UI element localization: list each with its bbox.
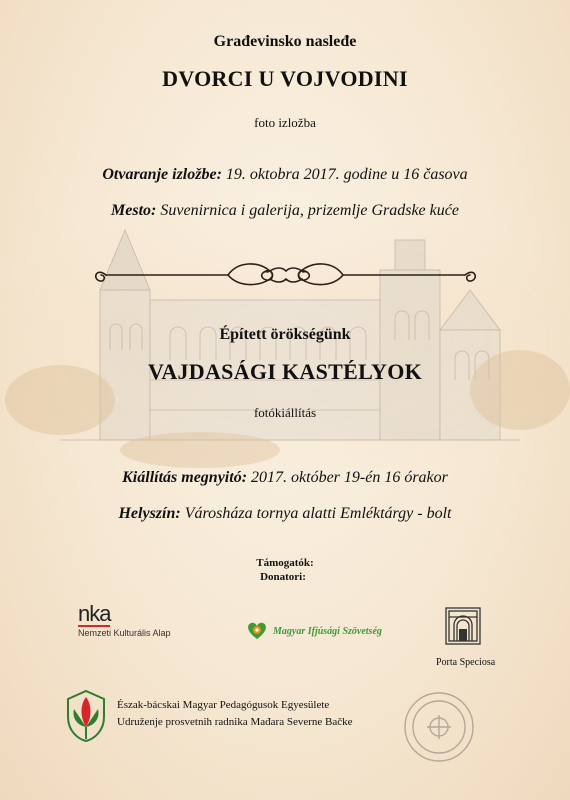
porta-speciosa-text: Porta Speciosa: [436, 657, 496, 668]
nka-mark: nka: [78, 601, 111, 626]
serbian-place-label: Mesto:: [111, 202, 157, 219]
serbian-place-value: Suvenirnica i galerija, prizemlje Gradske kuće: [156, 202, 459, 219]
serbian-opening-label: Otvaranje izložbe:: [102, 166, 222, 183]
serbian-subtitle: foto izložba: [254, 115, 316, 130]
sponsors-label-hu: Támogatók:: [256, 557, 314, 569]
serbian-place-line: [0, 202, 570, 220]
hungarian-place-line: [0, 505, 570, 523]
hungarian-place-label: Helyszín:: [118, 505, 181, 522]
hungarian-opening-label: Kiállítás megnyitó:: [122, 469, 248, 486]
porta-speciosa-icon: [443, 605, 483, 647]
organisation-name-sr: Udruženje prosvetnih radnika Mađara Severne Bačke: [117, 716, 353, 728]
hungarian-opening-line: [0, 469, 570, 487]
round-seal-icon: [402, 690, 476, 764]
nka-text: Nemzeti Kulturális Alap: [78, 628, 171, 638]
serbian-opening-value: 19. oktobra 2017. godine u 16 časova: [221, 166, 468, 183]
serbian-title: DVORCI U VOJVODINI: [162, 66, 408, 91]
miszsz-text: Magyar Ifjúsági Szövetség: [273, 625, 382, 637]
nka-logo: [78, 603, 208, 637]
organisation-name-hu: Észak-bácskai Magyar Pedagógusok Egyesülete: [117, 699, 330, 711]
hungarian-title: VAJDASÁGI KASTÉLYOK: [147, 359, 423, 384]
heart-flower-icon: [245, 621, 269, 641]
serbian-heading: Građevinsko nasleđe: [213, 33, 357, 50]
tulip-emblem-icon: [64, 687, 108, 743]
sponsors-label-sr: Donatori:: [260, 571, 306, 583]
hungarian-opening-value: 2017. október 19-én 16 órakor: [247, 469, 448, 486]
hungarian-heading: Épített örökségünk: [219, 326, 351, 343]
serbian-opening-line: [0, 166, 570, 184]
miszsz-logo: [245, 620, 382, 642]
ornament-divider: [88, 256, 483, 288]
hungarian-place-value: Városháza tornya alatti Emléktárgy - bolt: [180, 505, 452, 522]
hungarian-subtitle: fotókiállítás: [253, 405, 317, 420]
